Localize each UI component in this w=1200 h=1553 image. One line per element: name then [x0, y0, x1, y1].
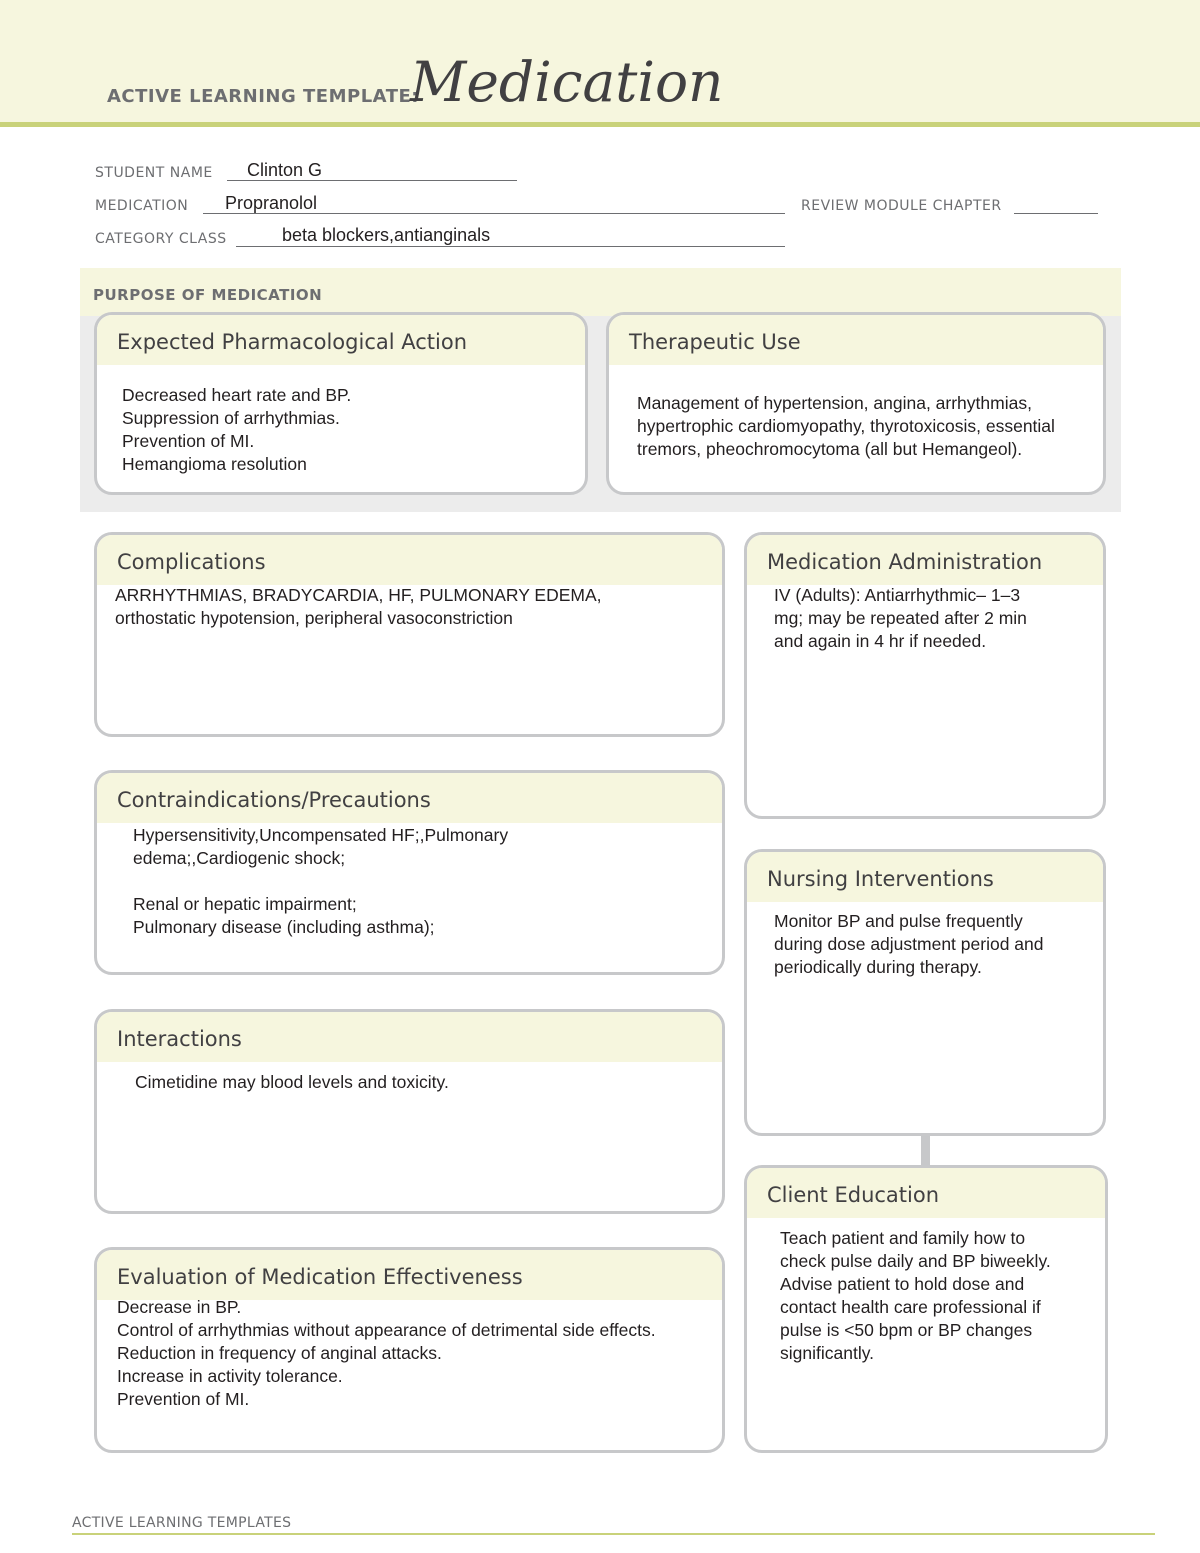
interactions-box [94, 1009, 725, 1214]
nursing-interventions-box [744, 849, 1106, 1136]
client-education-box [744, 1165, 1108, 1453]
complications-title: Complications [117, 550, 266, 574]
interactions-text[interactable]: Cimetidine may blood levels and toxicity. [135, 1072, 449, 1092]
medication-value[interactable]: Propranolol [225, 193, 318, 213]
evaluation-title: Evaluation of Medication Effectiveness [117, 1265, 523, 1289]
medication-label: MEDICATION [95, 198, 189, 214]
student-name-value[interactable]: Clinton G [247, 160, 323, 180]
expected-action-text[interactable]: Decreased heart rate and BP. Suppression of arrhythmias. Prevention of MI. Hemangioma resolution [122, 385, 352, 474]
evaluation-text[interactable]: Decrease in BP. Control of arrhythmias without appearance of detrimental side effects. Reduction in frequency of anginal attacks. Increase in activity tolerance. Prevention of MI. [117, 1297, 656, 1409]
medication-administration-text[interactable]: IV (Adults): Antiarrhythmic– 1–3 mg; may be repeated after 2 min and again in 4 hr if needed. [774, 585, 1027, 651]
header-rule [0, 122, 1200, 127]
interactions-title: Interactions [117, 1027, 242, 1051]
medication-administration-box [744, 532, 1106, 819]
category-class-line [236, 246, 785, 247]
box-connector [921, 1135, 930, 1167]
purpose-title: PURPOSE OF MEDICATION [93, 286, 323, 304]
nursing-interventions-text[interactable]: Monitor BP and pulse frequently during dose adjustment period and periodically during therapy. [774, 911, 1044, 977]
template-label: ACTIVE LEARNING TEMPLATE: [107, 86, 419, 107]
client-education-title: Client Education [767, 1183, 940, 1207]
template-title: Medication [410, 50, 724, 114]
review-module-label: REVIEW MODULE CHAPTER [801, 198, 1002, 214]
complications-text[interactable]: ARRHYTHMIAS, BRADYCARDIA, HF, PULMONARY EDEMA, orthostatic hypotension, peripheral vasoconstriction [115, 585, 602, 628]
nursing-interventions-title: Nursing Interventions [767, 867, 994, 891]
expected-action-title: Expected Pharmacological Action [117, 330, 468, 354]
therapeutic-use-box [606, 312, 1106, 495]
expected-action-box [94, 312, 588, 495]
contraindications-title: Contraindications/Precautions [117, 788, 431, 812]
contraindications-box [94, 770, 725, 975]
contraindications-text[interactable]: Hypersensitivity,Uncompensated HF;,Pulmonary edema;,Cardiogenic shock; Renal or hepatic impairment; Pulmonary disease (including asthma); [133, 825, 509, 937]
student-name-label: STUDENT NAME [95, 165, 213, 181]
category-class-value[interactable]: beta blockers,antianginals [282, 225, 491, 245]
footer-rule [72, 1533, 1155, 1535]
category-class-label: CATEGORY CLASS [95, 231, 227, 247]
complications-box [94, 532, 725, 737]
therapeutic-use-title: Therapeutic Use [629, 330, 801, 354]
client-education-text[interactable]: Teach patient and family how to check pulse daily and BP biweekly. Advise patient to hold dose and contact health care professional if pulse is <50 bpm or BP changes significantly. [780, 1228, 1051, 1363]
medication-administration-title: Medication Administration [767, 550, 1043, 574]
footer-label: ACTIVE LEARNING TEMPLATES [72, 1515, 292, 1531]
review-module-line[interactable] [1014, 213, 1098, 214]
evaluation-box [94, 1247, 725, 1453]
therapeutic-use-text[interactable]: Management of hypertension, angina, arrhythmias, hypertrophic cardiomyopathy, thyrotoxicosis, essential tremors, pheochromocytoma (all but Hemangeol). [637, 393, 1055, 459]
